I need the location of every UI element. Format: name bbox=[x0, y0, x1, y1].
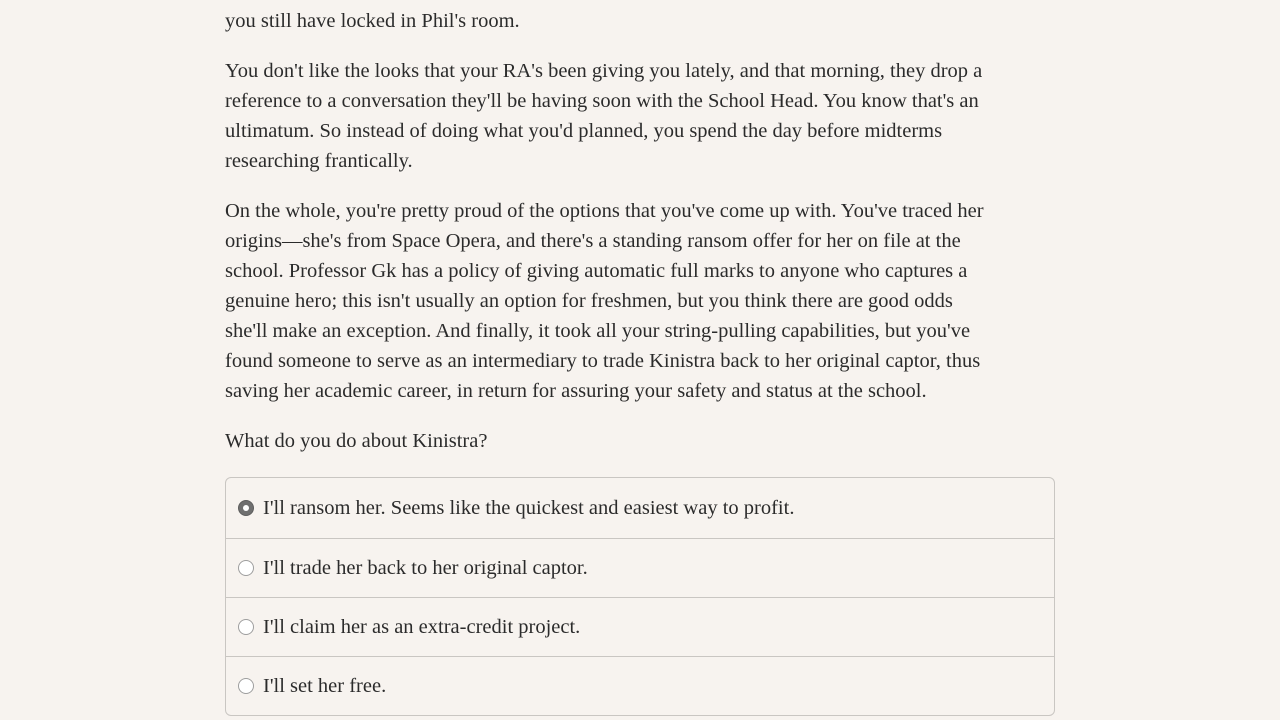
choice-list bbox=[225, 477, 1055, 716]
story-paragraph: On the whole, you're pretty proud of the options that you've come up with. You've traced her origins—she's from Space Opera, and there's a standing ransom offer for her on file at the school. Professor Gk has a policy of giving automatic full marks to anyone who captures a genuine hero; this isn't usually an option for freshmen, but you think there are good odds she'll make an exception. And finally, it took all your string-pulling capabilities, but you've found someone to serve as an intermediary to trade Kinistra back to her original captor, thus saving her academic career, in return for assuring your safety and status at the school. bbox=[225, 200, 984, 402]
story-paragraph: you still have locked in Phil's room. bbox=[225, 10, 520, 32]
choice-option-ransom[interactable] bbox=[226, 478, 1054, 538]
story-paragraph: You don't like the looks that your RA's been giving you lately, and that morning, they drop a reference to a conversation they'll be having soon with the School Head. You know that's an ultimatum. So instead of doing what you'd planned, you spend the day before midterms researching frantically. bbox=[225, 60, 983, 172]
choice-label: I'll ransom her. Seems like the quickest and easiest way to profit. bbox=[263, 497, 795, 519]
radio-button[interactable] bbox=[238, 619, 254, 635]
choice-option-set-free[interactable] bbox=[226, 656, 1054, 715]
radio-button[interactable] bbox=[238, 678, 254, 694]
choice-label: I'll set her free. bbox=[263, 675, 387, 697]
choice-option-trade[interactable] bbox=[226, 538, 1054, 597]
radio-button[interactable] bbox=[238, 500, 254, 516]
choice-label: I'll claim her as an extra-credit project. bbox=[263, 616, 581, 638]
radio-button[interactable] bbox=[238, 560, 254, 576]
choice-label: I'll trade her back to her original captor. bbox=[263, 557, 588, 579]
choice-option-extra-credit[interactable] bbox=[226, 597, 1054, 656]
choice-question: What do you do about Kinistra? bbox=[225, 430, 488, 452]
